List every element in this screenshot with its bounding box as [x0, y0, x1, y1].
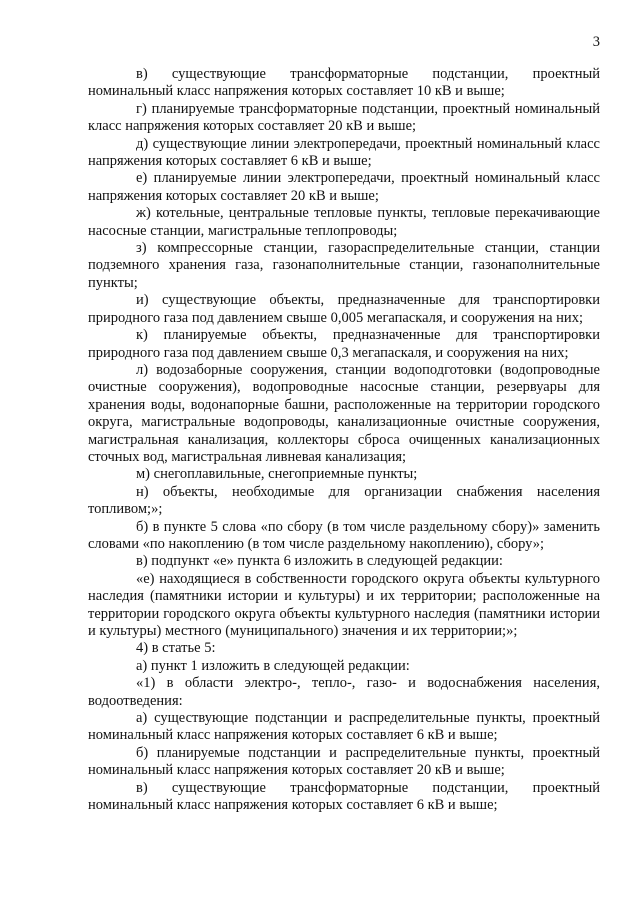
- paragraph: а) пункт 1 изложить в следующей редакции:: [136, 657, 410, 674]
- page-number: 3: [592, 34, 600, 50]
- paragraph: л) водозаборные сооружения, станции водоподготовки (водопроводные очистные сооружения), водопроводные насосные станции, резервуары для хранения воды, водонапорные башни, расположенные на территории городского округа, магистральные водопроводы, канализационные очистные сооружения, магистральная канализация, коллекторы сброса очищенных канализационных сточных вод, магистральная ливневая канализация;: [88, 361, 600, 465]
- paragraph: в) подпункт «е» пункта 6 изложить в следующей редакции:: [136, 553, 503, 570]
- paragraph: «е) находящиеся в собственности городского округа объекты культурного наследия (памятники истории и культуры) и их территории; расположенные на территории городского округа объекты культурного наследия (памятники истории и культуры) местного (муниципального) значения и их территории;»;: [88, 570, 600, 639]
- paragraph: в) существующие трансформаторные подстанции, проектный номинальный класс напряжения которых составляет 6 кВ и выше;: [88, 779, 600, 814]
- paragraph: и) существующие объекты, предназначенные для транспортировки природного газа под давлением свыше 0,005 мегапаскаля, и сооружения на них;: [88, 292, 600, 326]
- paragraph: к) планируемые объекты, предназначенные для транспортировки природного газа под давлением свыше 0,3 мегапаскаля, и сооружения на них;: [88, 327, 600, 361]
- document-body: [88, 66, 600, 814]
- paragraph: м) снегоплавильные, снегоприемные пункты;: [136, 466, 418, 483]
- paragraph: н) объекты, необходимые для организации снабжения населения топливом;»;: [88, 483, 600, 518]
- paragraph: з) компрессорные станции, газораспределительные станции, станции подземного хранения газа, газонаполнительные станции, газонаполнительные пункты;: [88, 240, 600, 291]
- paragraph: б) в пункте 5 слова «по сбору (в том числе раздельному сбору)» заменить словами «по накоплению (в том числе раздельному накоплению), сбору»;: [88, 518, 600, 552]
- paragraph: в) существующие трансформаторные подстанции, проектный номинальный класс напряжения которых составляет 10 кВ и выше;: [88, 66, 600, 100]
- paragraph: г) планируемые трансформаторные подстанции, проектный номинальный класс напряжения которых составляет 20 кВ и выше;: [88, 100, 600, 135]
- paragraph: е) планируемые линии электропередачи, проектный номинальный класс напряжения которых составляет 20 кВ и выше;: [88, 170, 600, 204]
- paragraph: ж) котельные, центральные тепловые пункты, тепловые перекачивающие насосные станции, магистральные теплопроводы;: [88, 205, 600, 239]
- paragraph: б) планируемые подстанции и распределительные пункты, проектный номинальный класс напряжения которых составляет 20 кВ и выше;: [88, 744, 600, 779]
- paragraph: а) существующие подстанции и распределительные пункты, проектный номинальный класс напряжения которых составляет 6 кВ и выше;: [88, 710, 600, 744]
- paragraph: «1) в области электро-, тепло-, газо- и водоснабжения населения, водоотведения:: [88, 675, 600, 709]
- paragraph: д) существующие линии электропередачи, проектный номинальный класс напряжения которых составляет 6 кВ и выше;: [88, 135, 600, 170]
- paragraph: 4) в статье 5:: [136, 640, 216, 657]
